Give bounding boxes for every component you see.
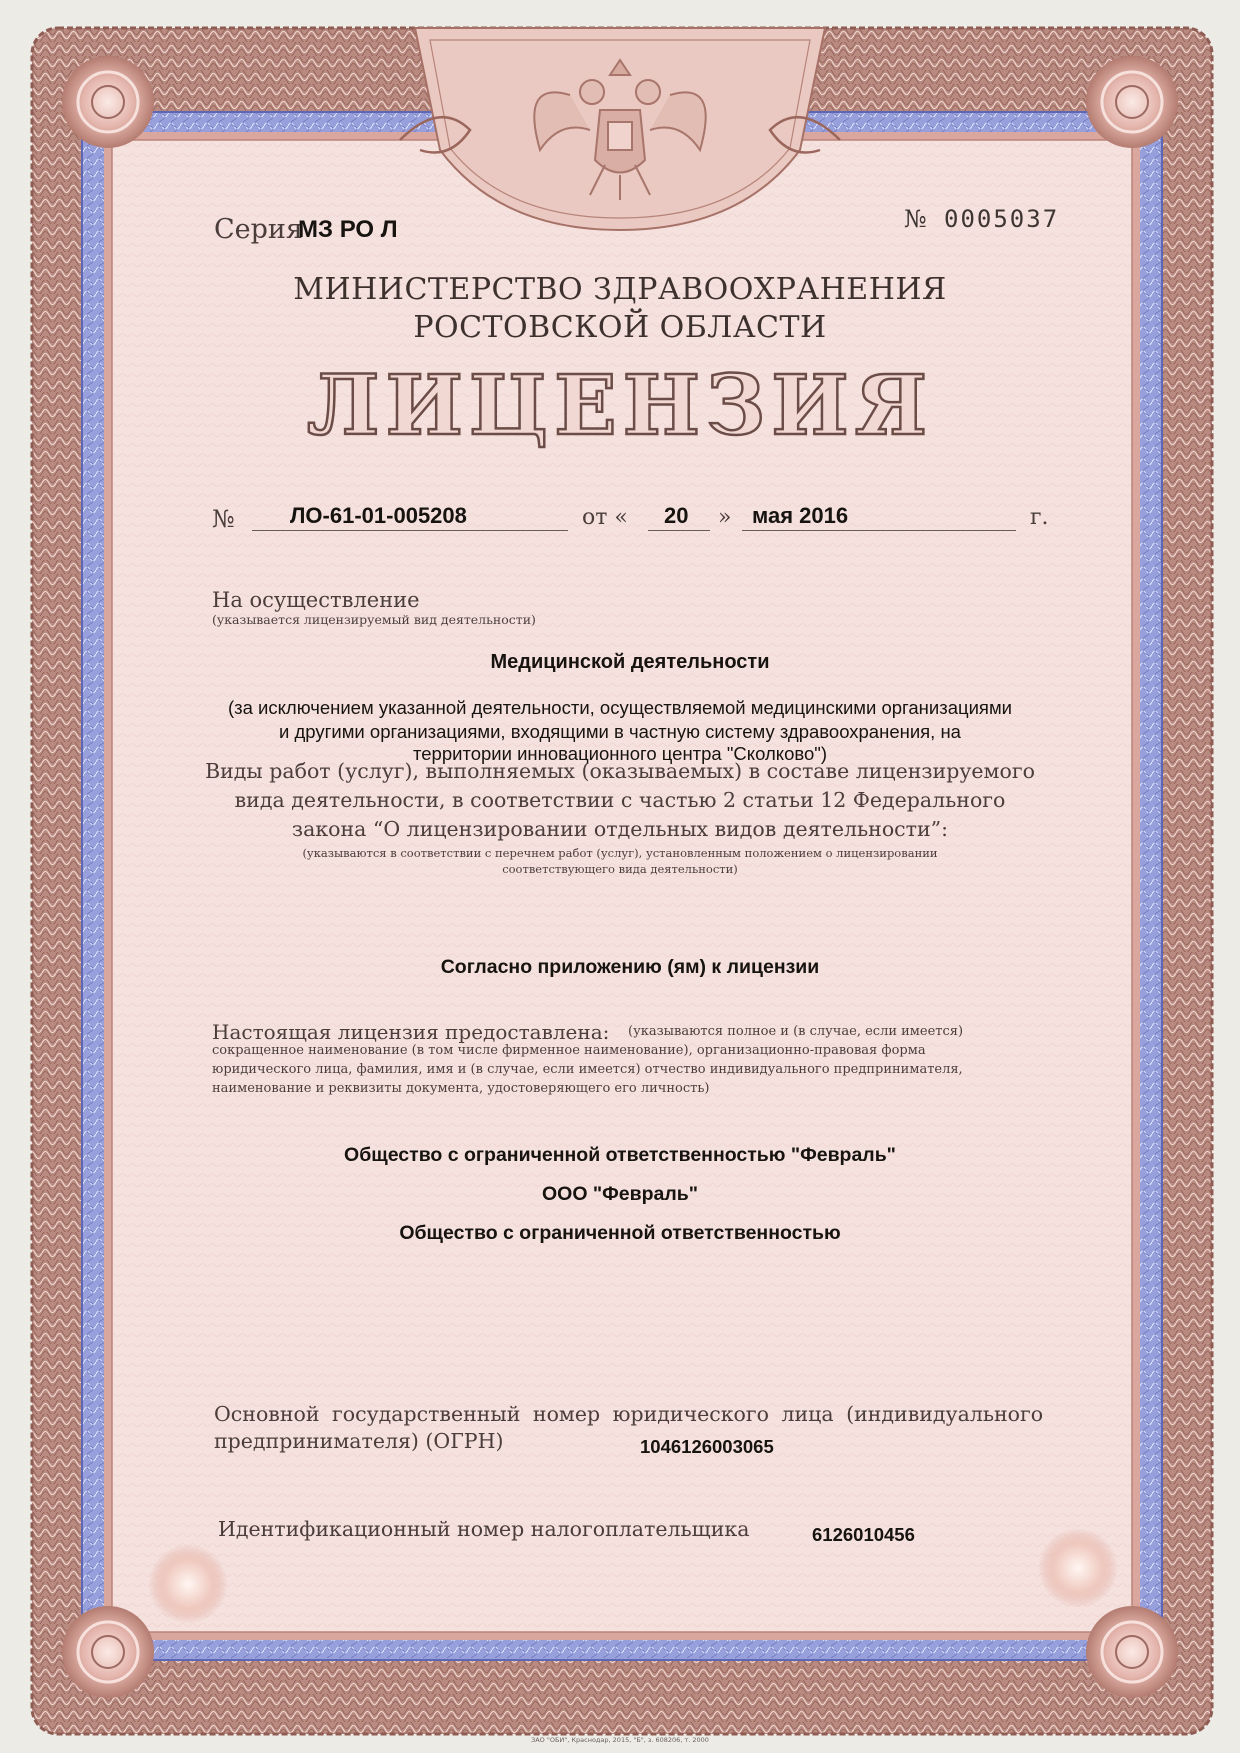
date-close-label: »: [718, 505, 732, 530]
issuer-line1: МИНИСТЕРСТВО ЗДРАВООХРАНЕНИЯ: [293, 272, 947, 307]
works-line2: вида деятельности, в соответствии с частью 2 статьи 12 Федерального: [234, 788, 1006, 812]
works-hint-line2: соответствующего вида деятельности): [502, 862, 738, 876]
holder-short-name: ООО "Февраль": [541, 1183, 699, 1205]
works-line3: закона “О лицензировании отдельных видов деятельности”:: [291, 817, 949, 841]
activity-note-line2: и другими организациями, входящими в частную систему здравоохранения, на: [279, 721, 961, 742]
activity-note-line1: (за исключением указанной деятельности, осуществляемой медицинскими организациями: [227, 697, 1013, 718]
holder-hint-line2: сокращенное наименование (в том числе фирменное наименование), организационно-правовая форма: [212, 1043, 926, 1058]
holder-hint-line4: наименование и реквизиты документа, удостоверяющего его личность): [212, 1081, 710, 1096]
license-no-label: №: [212, 505, 235, 533]
ogrn-label-line2: предпринимателя) (ОГРН): [214, 1429, 504, 1453]
license-number: ЛО-61-01-005208: [290, 503, 467, 528]
printer-imprint: ЗАО "ОБИ", Краснодар, 2015, "Б", з. 608206, т. 2000: [531, 1736, 709, 1744]
inn-value: 6126010456: [812, 1524, 915, 1545]
blank-number-label: №: [904, 205, 927, 233]
works-value: Согласно приложению (ям) к лицензии: [440, 956, 820, 978]
holder-full-name: Общество с ограниченной ответственностью "Февраль": [344, 1144, 896, 1166]
activity-label: На осуществление: [212, 588, 420, 612]
holder-hint-line3: юридического лица, фамилия, имя и (в случае, если имеется) отчество индивидуального предпринимателя,: [212, 1062, 963, 1077]
works-hint-line1: (указываются в соответствии с перечнем работ (услуг), установленным положением о лицензировании: [302, 846, 938, 860]
holder-legal-form: Общество с ограниченной ответственностью: [399, 1222, 841, 1244]
series-value: МЗ РО Л: [298, 216, 398, 243]
issuer-line2: РОСТОВСКОЙ ОБЛАСТИ: [413, 310, 827, 345]
license-day: 20: [664, 503, 689, 528]
inn-label: Идентификационный номер налогоплательщика: [218, 1517, 750, 1541]
activity-note-line3: территории инновационного центра "Сколково"): [412, 743, 827, 764]
activity-hint: (указывается лицензируемый вид деятельности): [212, 612, 536, 627]
holder-label: Настоящая лицензия предоставлена:: [212, 1020, 610, 1044]
year-suffix: г.: [1030, 505, 1049, 530]
date-from-label: от «: [582, 505, 628, 530]
holder-hint-line1: (указываются полное и (в случае, если имеется): [628, 1024, 964, 1039]
license-month-year: мая 2016: [752, 503, 849, 528]
blank-number-value: 0005037: [944, 205, 1060, 233]
ogrn-label-line1: Основной государственный номер юридического лица (индивидуального: [214, 1402, 1044, 1426]
series-label: Серия: [214, 214, 303, 245]
works-line1: Виды работ (услуг), выполняемых (оказываемых) в составе лицензируемого: [205, 759, 1035, 783]
ogrn-value: 1046126003065: [640, 1436, 774, 1457]
document-title: ЛИЦЕНЗИЯ: [306, 358, 934, 454]
activity-value: Медицинской деятельности: [490, 651, 770, 673]
